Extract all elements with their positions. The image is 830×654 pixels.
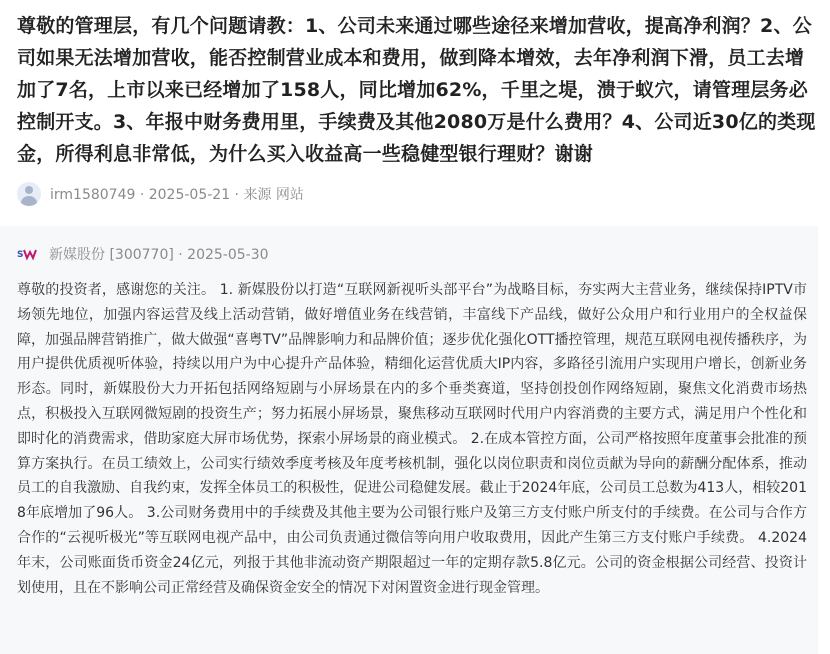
asker-meta: irm1580749 · 2025-05-21 · 来源 网站	[50, 187, 304, 203]
company-meta[interactable]: 新媒股份 [300770] · 2025-05-30	[49, 247, 269, 263]
answer-text: 尊敬的投资者，感谢您的关注。 1. 新媒股份以打造“互联网新视听头部平台”为战略目标，夯实两大主营业务，继续保持IPTV市场领先地位，加强内容运营及线上活动营销，做好增值业务在线营销，丰富线下产品线，做好公众用户和行业用户的全权益保障，加强品牌营销推广，做大做强“喜粤TV”品牌影响力和品牌价值；逐步优化强化OTT播控管理，规范互联网电视传播秩序，为用户提供优质视听体验，持续以用户为中心提升产品体验，精细化运营优质大IP内容，多路径引流用户实现用户增长，创新业务形态。同时，新媒股份大力开拓包括网络短剧与小屏场景在内的多个垂类赛道，坚持创投创作网络短剧，聚焦文化消费市场热点，积极投入互联网微短剧的投资生产；努力拓展小屏场景，聚焦移动互联网时代用户内容消费的主要方式，满足用户个性化和即时化的消费需求，借助家庭大屏市场优势，探索小屏场景的商业模式。 2.在成本管控方面，公司严格按照年度董事会批准的预算方案执行。在员工绩效上，公司实行绩效季度考核及年度考核机制，强化以岗位职责和岗位贡献为导向的薪酬分配体系，推动员工的自我激励、自我约束，发挥全体员工的积极性，促进公司稳健发展。截止于2024年底，公司员工总数为413人，相较2018年底增加了96人。 3.公司财务费用中的手续费及其他主要为公司银行账户及第三方支付账户所支付的手续费。在公司与合作方合作的“云视听极光”等互联网电视产品中，由公司负责通过微信等向用户收取费用，因此产生第三方支付账户手续费。 4.2024年末，公司账面货币资金24亿元，列报于其他非流动资产期限超过一年的定期存款5.8亿元。公司的资金根据公司经营、投资计划使用，且在不影响公司正常经营及确保资金安全的情况下对闲置资金进行现金管理。	[17, 282, 807, 596]
company-row	[17, 243, 269, 265]
asker-row	[17, 181, 304, 207]
answer-card	[0, 226, 818, 654]
svg-text:S: S	[17, 250, 24, 260]
question-text: 尊敬的管理层，有几个问题请教：1、公司未来通过哪些途径来增加营收，提高净利润？2、公司如果无法增加营收，能否控制营业成本和费用，做到降本增效，去年净利润下滑，员工去增加了7名，上市以来已经增加了158人，同比增加62%，千里之堤，溃于蚁穴，请管理层务必控制开支。3、年报中财务费用里，手续费及其他2080万是什么费用？4、公司近30亿的类现金，所得利息非常低，为什么买入收益高一些稳健型银行理财？谢谢	[17, 15, 816, 165]
user-avatar-icon[interactable]	[17, 182, 41, 206]
company-logo-icon	[17, 247, 41, 261]
